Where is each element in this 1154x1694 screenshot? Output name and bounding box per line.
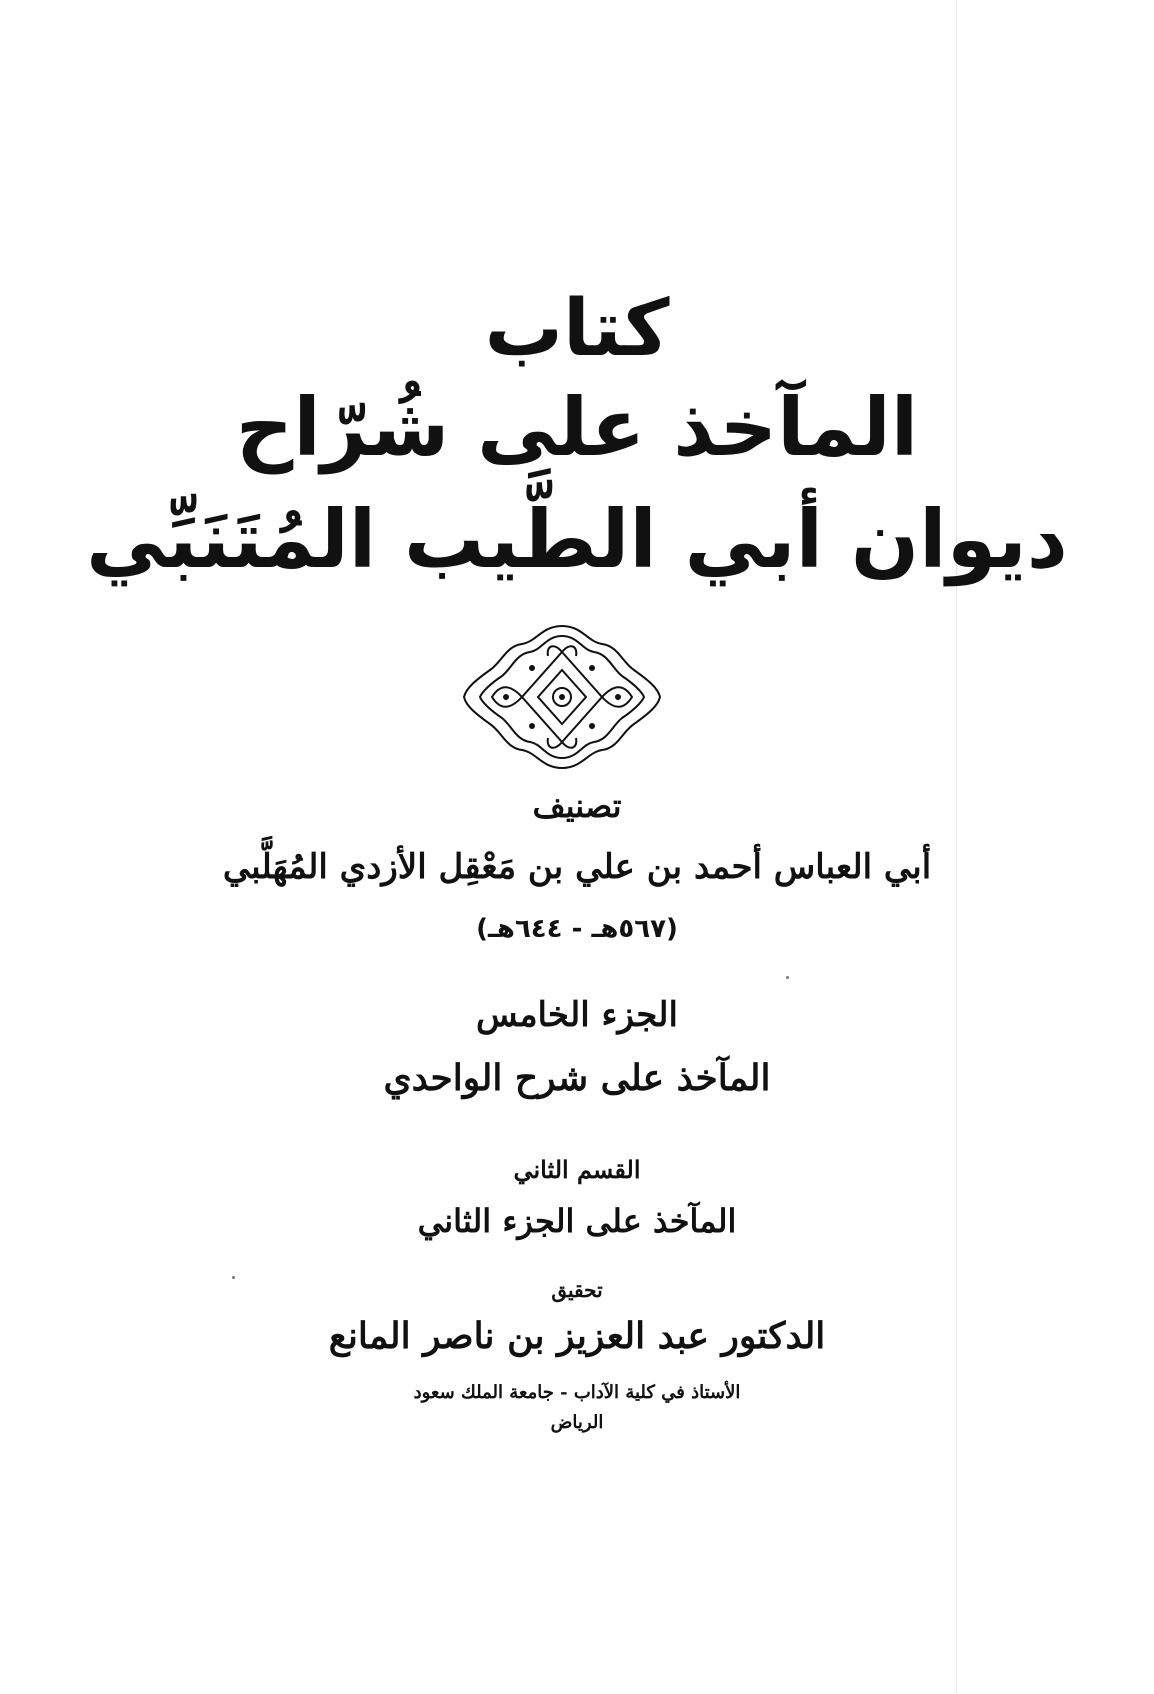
scan-speck	[786, 976, 789, 979]
volume-label: الجزء الخامس	[475, 995, 678, 1035]
edited-by-label: تحقيق	[551, 1278, 603, 1302]
author-dates: (٥٦٧هـ - ٦٤٤هـ)	[476, 914, 678, 944]
authored-by-label: تصنيف	[532, 787, 622, 825]
scan-speck	[232, 1276, 235, 1279]
volume-title: المآخذ على شرح الواحدي	[383, 1057, 771, 1099]
author-name: أبي العباس أحمد بن علي بن مَعْقِل الأزدي المُهَلَّبي	[222, 847, 932, 887]
publication-city: الرياض	[550, 1412, 604, 1433]
page-gutter-divider	[956, 0, 957, 1694]
book-title-line-1: المآخذ على شُرّاح	[235, 381, 919, 474]
arabesque-ornament-icon	[462, 622, 662, 772]
part-label: القسم الثاني	[513, 1155, 641, 1184]
book-label: كتاب	[484, 284, 670, 374]
part-title: المآخذ على الجزء الثاني	[417, 1202, 737, 1240]
book-title-line-2: ديوان أبي الطَّيب المُتَنَبِّي	[86, 493, 1068, 586]
editor-affiliation: الأستاذ في كلية الآداب - جامعة الملك سعود	[413, 1382, 741, 1403]
editor-name: الدكتور عبد العزيز بن ناصر المانع	[328, 1315, 826, 1357]
